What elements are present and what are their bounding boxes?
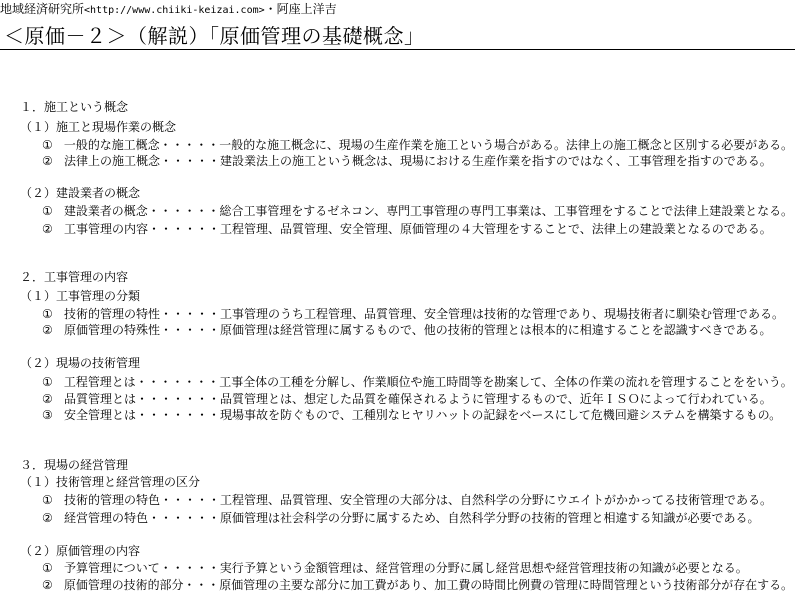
list-item <box>42 577 793 593</box>
item-text: 技術的管理の特性・・・・・工事管理のうち工程管理、品質管理、安全管理は技術的な管理であり、現場技術者に馴染む管理である。 <box>64 307 785 321</box>
subsection-heading-3-2: （２）原価管理の内容 <box>20 544 141 558</box>
item-text: 原価管理の特殊性・・・・・原価管理は経営管理に属するもので、他の技術的管理とは根本的に相違することを認識すべきである。 <box>64 323 772 337</box>
list-item <box>42 560 748 576</box>
section-heading-3: ３．現場の経営管理 <box>20 458 129 472</box>
item-text: 法律上の施工概念・・・・・建設業法上の施工という概念は、現場における生産作業を指すのではなく、工事管理を指すのである。 <box>64 154 772 168</box>
item-text: 経営管理の特色・・・・・・原価管理は社会科学の分野に属するため、自然科学分野の技術的管理と相違する知識が必要である。 <box>64 511 760 525</box>
item-text: 安全管理とは・・・・・・・現場事故を防ぐもので、工種別なヒヤリハットの記録をベースにして危機回避システムを構築するもの。 <box>64 408 782 422</box>
list-item <box>42 492 772 508</box>
list-item <box>42 153 772 169</box>
subsection-heading-2-1: （１）工事管理の分類 <box>20 289 141 303</box>
item-number: ② <box>42 578 53 592</box>
item-text: 技術的管理の特色・・・・・工程管理、品質管理、安全管理の大部分は、自然科学の分野にウエイトがかかってる技術管理である。 <box>64 493 773 507</box>
item-text: 原価管理の技術的部分・・・原価管理の主要な部分に加工費があり、加工費の時間比例費の管理に時間管理という技術部分が存在する。 <box>63 578 793 592</box>
item-number: ② <box>42 511 53 525</box>
item-text: 工事管理の内容・・・・・・工程管理、品質管理、安全管理、原価管理の４大管理をすることで、法律上の建設業となるのである。 <box>64 222 772 236</box>
site-url-link[interactable]: <http://www.chiiki-keizai.com> <box>84 5 265 16</box>
list-item <box>42 306 784 322</box>
section-heading-2: ２．工事管理の内容 <box>20 270 129 284</box>
list-item <box>42 221 772 237</box>
list-item <box>42 510 760 526</box>
header-line <box>0 2 337 18</box>
list-item <box>42 391 772 407</box>
site-name: 地域経済研究所 <box>0 2 85 16</box>
item-text: 工程管理とは・・・・・・・工事全体の工種を分解し、作業順位や施工時間等を勘案して、全体の作業の流れを管理することををいう。 <box>63 375 793 389</box>
item-number: ① <box>42 561 53 575</box>
list-item <box>42 203 793 219</box>
item-number: ② <box>42 392 53 406</box>
list-item <box>42 374 793 390</box>
item-number: ① <box>42 138 53 152</box>
item-number: ② <box>42 222 53 236</box>
list-item <box>42 407 781 423</box>
title-divider <box>0 49 795 50</box>
author-name: ・阿座上洋吉 <box>264 2 337 16</box>
subsection-heading-1-2: （２）建設業者の概念 <box>20 186 141 200</box>
page-title: ＜原価－２＞（解説）「原価管理の基礎概念」 <box>4 24 425 48</box>
item-number: ③ <box>42 408 53 422</box>
item-number: ① <box>42 204 53 218</box>
item-number: ② <box>42 323 53 337</box>
subsection-heading-1-1: （１）施工と現場作業の概念 <box>20 120 177 134</box>
list-item <box>42 137 793 153</box>
item-number: ① <box>42 493 53 507</box>
item-number: ① <box>42 375 53 389</box>
item-number: ② <box>42 154 53 168</box>
list-item <box>42 322 772 338</box>
item-number: ① <box>42 307 53 321</box>
section-heading-1: １．施工という概念 <box>20 100 129 114</box>
subsection-heading-3-1: （１）技術管理と経営管理の区分 <box>20 475 201 489</box>
subsection-heading-2-2: （２）現場の技術管理 <box>20 356 141 370</box>
item-text: 予算管理について・・・・・実行予算という金額管理は、経営管理の分野に属し経営思想や経営管理技術の知識が必要となる。 <box>64 561 748 575</box>
item-text: 建設業者の概念・・・・・・総合工事管理をするゼネコン、専門工事管理の専門工事業は、工事管理をすることで法律上建設業となる。 <box>63 204 794 218</box>
item-text: 品質管理とは・・・・・・・品質管理とは、想定した品質を確保されるように管理するもので、近年ＩＳＯによって行われている。 <box>64 392 772 406</box>
item-text: 一般的な施工概念・・・・・一般的な施工概念に、現場の生産作業を施工という場合がある。法律上の施工概念と区別する必要がある。 <box>63 138 793 152</box>
